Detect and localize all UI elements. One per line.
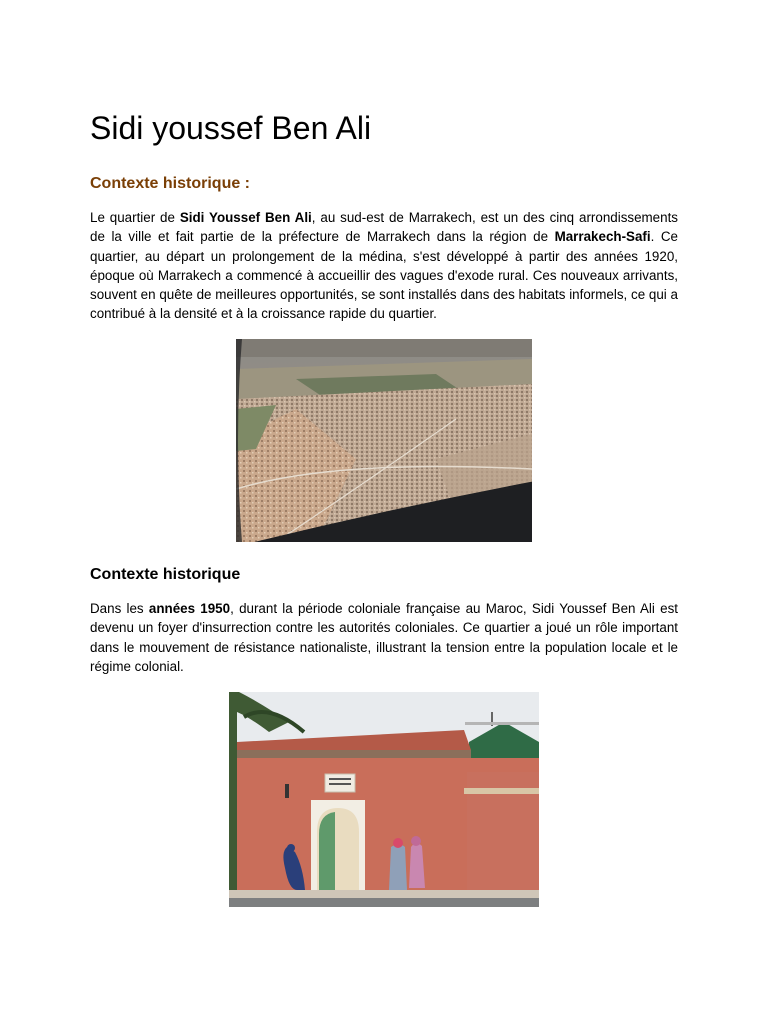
bold-run: Marrakech-Safi	[554, 229, 651, 245]
person-head	[411, 836, 421, 846]
section-heading-2: Contexte historique	[90, 566, 241, 583]
gate-photo	[229, 692, 539, 907]
plaque-text	[329, 783, 351, 785]
gate-image	[229, 692, 539, 907]
page-title: Sidi youssef Ben Ali	[90, 110, 372, 146]
person-grey	[389, 845, 407, 891]
roof-tiles	[237, 750, 471, 758]
plaque-text	[329, 778, 351, 780]
section-paragraph-1	[90, 208, 678, 324]
aerial-city-photo	[236, 339, 532, 542]
text-run: . Ce quartier, au départ un prolongement de la médina, s'est développé à partir des années 1920, époque où Marrakech a commencé à accueillir des vagues d'exode rural. Ces nouveaux arrivants, souvent en quête de meilleures opportunités, se sont installés dans des habitats informels, ce qui a contribué à la densité et à la croissance rapide du quartier.	[90, 229, 678, 322]
green-door	[319, 812, 335, 890]
bold-run: Sidi Youssef Ben Ali	[179, 210, 312, 225]
person-head	[393, 838, 403, 848]
section-heading-1: Contexte historique :	[90, 175, 251, 192]
text-run: , au sud-est de Marrakech, est un des cinq arrondissements de la ville et fait partie de la préfecture de Marrakech dans la région de	[90, 210, 678, 245]
wall-lamp	[285, 784, 289, 798]
text-run: Dans les	[90, 601, 149, 616]
wall-trim	[464, 788, 539, 794]
bold-run: années 1950	[148, 601, 231, 616]
section-paragraph-2	[90, 599, 678, 676]
aerial-city-image	[236, 339, 532, 542]
person-head	[287, 844, 295, 852]
horizon-band	[236, 339, 532, 357]
text-run: Le quartier de	[90, 210, 180, 225]
text-run: , durant la période coloniale française au Maroc, Sidi Youssef Ben Ali est devenu un foyer d'insurrection contre les autorités coloniales. Ce quartier a joué un rôle important dans le mouvement de résistance nationaliste, illustrant la tension entre la population locale et le régime colonial.	[90, 601, 678, 674]
railing	[465, 722, 539, 725]
curb	[229, 898, 539, 907]
